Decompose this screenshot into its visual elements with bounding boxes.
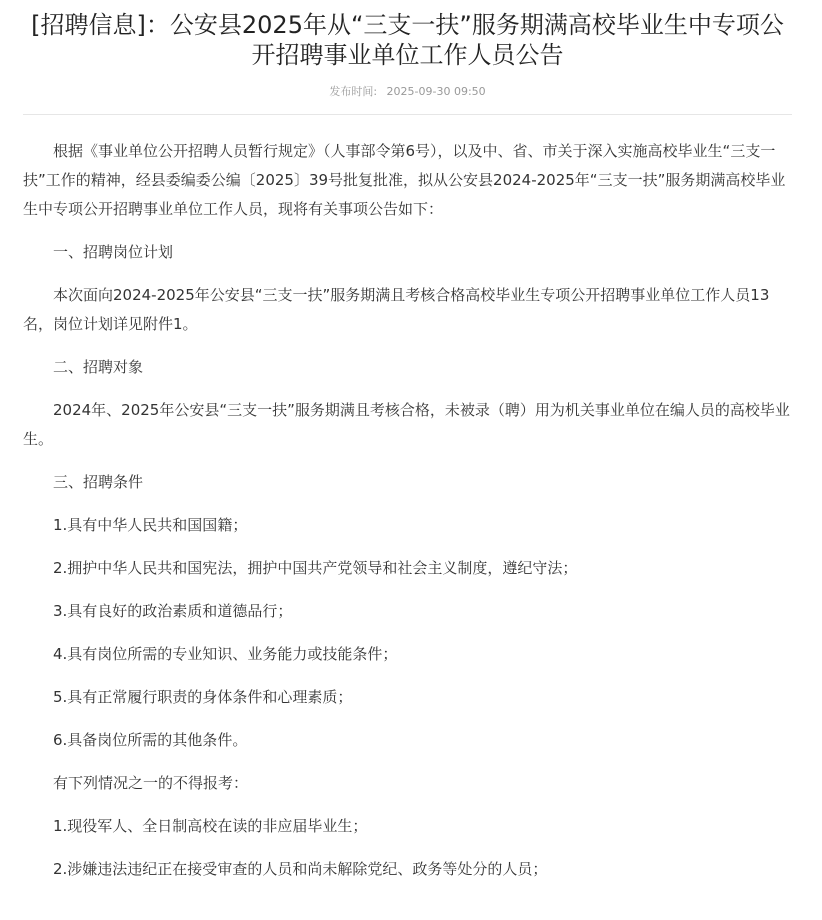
section-heading-positions: 一、招聘岗位计划 (53, 243, 174, 261)
paragraph-targets: 2024年、2025年公安县“三支一扶”服务期满且考核合格，未被录（聘）用为机关事业单位在编人员的高校毕业生。 (23, 401, 790, 448)
exclusion-heading: 有下列情况之一的不得报考： (53, 774, 249, 792)
condition-item: 5.具有正常履行职责的身体条件和心理素质； (53, 688, 353, 706)
exclusion-item: 2.涉嫌违法违纪正在接受审查的人员和尚未解除党纪、政务等处分的人员； (53, 860, 548, 878)
publish-info (23, 84, 792, 100)
article-body (23, 115, 792, 884)
condition-item: 1.具有中华人民共和国国籍； (53, 516, 248, 534)
condition-item: 6.具备岗位所需的其他条件。 (53, 731, 248, 749)
paragraph-positions: 本次面向2024-2025年公安县“三支一扶”服务期满且考核合格高校毕业生专项公开招聘事业单位工作人员13名，岗位计划详见附件1。 (23, 286, 770, 333)
paragraph-intro: 根据《事业单位公开招聘人员暂行规定》（人事部令第6号），以及中、省、市关于深入实施高校毕业生“三支一扶”工作的精神，经县委编委公编〔2025〕39号批复批准，拟从公安县2024-2025年“三支一扶”服务期满高校毕业生中专项公开招聘事业单位工作人员，现将有关事项公告如下： (23, 142, 786, 218)
condition-item: 2.拥护中华人民共和国宪法，拥护中国共产党领导和社会主义制度，遵纪守法； (53, 559, 578, 577)
exclusion-item: 1.现役军人、全日制高校在读的非应届毕业生； (53, 817, 368, 835)
condition-item: 3.具有良好的政治素质和道德品行； (53, 602, 293, 620)
section-heading-targets: 二、招聘对象 (53, 358, 144, 376)
publish-time: 2025-09-30 09:50 (386, 85, 486, 98)
section-heading-conditions: 三、招聘条件 (53, 473, 144, 491)
condition-item: 4.具有岗位所需的专业知识、业务能力或技能条件； (53, 645, 398, 663)
article-title: [招聘信息]：公安县2025年从“三支一扶”服务期满高校毕业生中专项公开招聘事业单位工作人员公告 (31, 11, 784, 69)
publish-label: 发布时间: (329, 85, 378, 98)
